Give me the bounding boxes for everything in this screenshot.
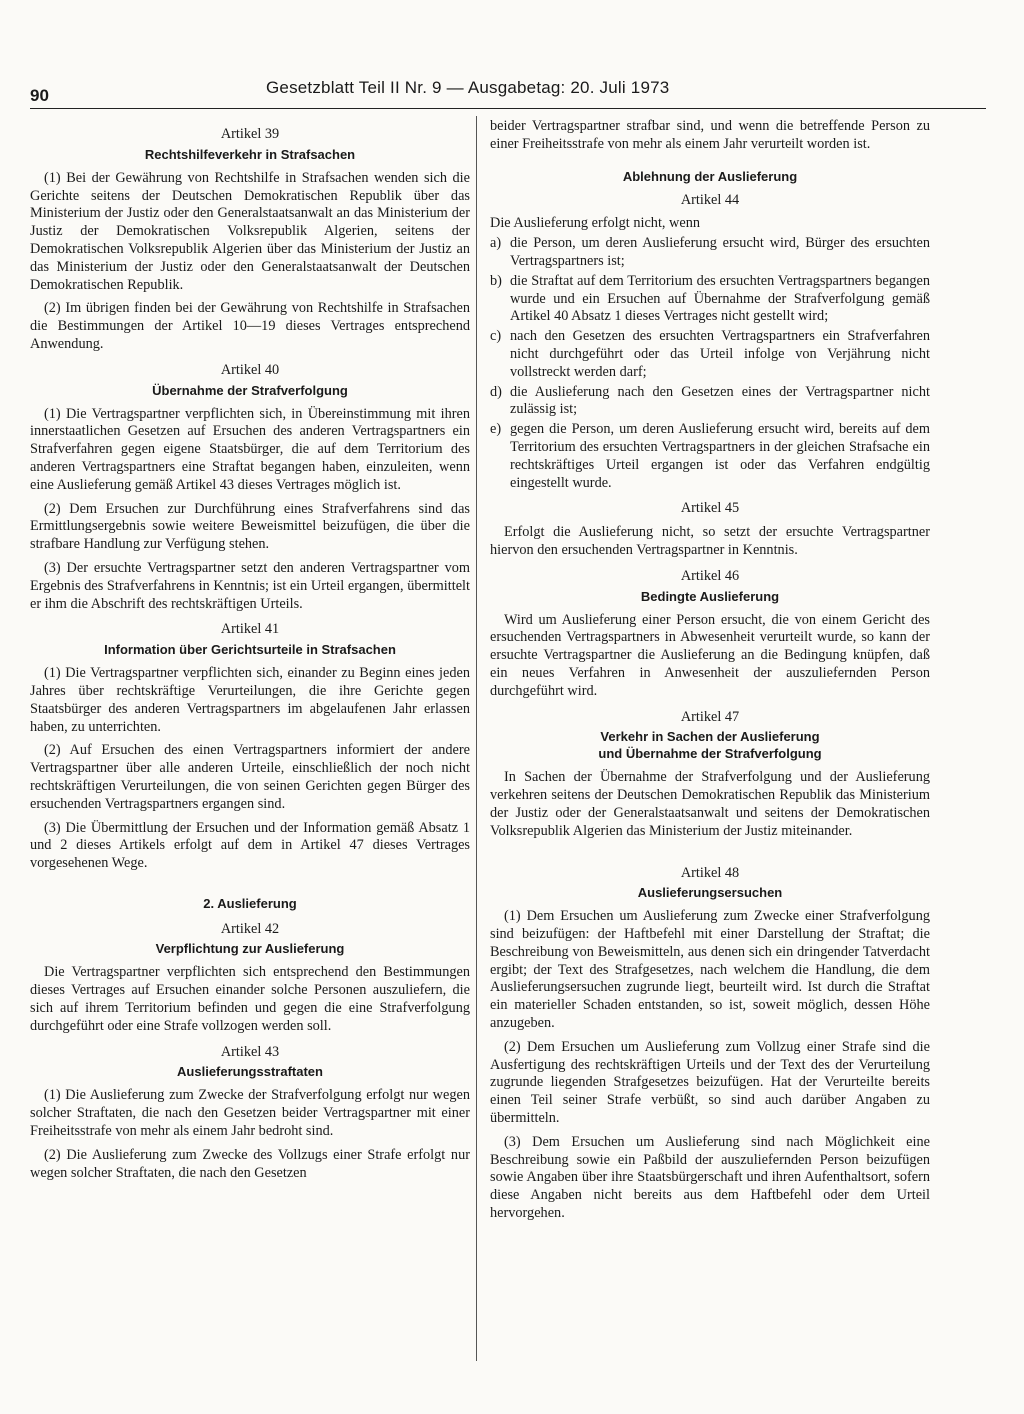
article-48-paragraph-3: (3) Dem Ersuchen um Auslieferung sind nach Möglichkeit eine Beschreibung sowie ein Paßbild der auszuliefernden Person beizufügen sowie Angaben über ihre Staatsbürgerschaft und ihren Aufenthaltsort, sofern diese Angaben nicht bereits aus dem Haftbefehl oder dem Urteil hervorgehen. [490,1133,930,1222]
column-divider [476,116,477,1361]
article-40-paragraph-3: (3) Der ersuchte Vertragspartner setzt den anderen Vertragspartner vom Ergebnis des Strafverfahrens in Kenntnis; ist ein Urteil ergangen, übermittelt er ihm die Abschrift des rechtskräftigen Urteils. [30,559,470,612]
article-45-paragraph-1: Erfolgt die Auslieferung nicht, so setzt der ersuchte Vertragspartner hiervon den ersuchenden Vertragspartner in Kenntnis. [490,524,930,558]
article-39-number: Artikel 39 [220,126,280,142]
list-item-marker: a) [490,235,502,252]
article-44-list [490,235,930,492]
article-40-paragraph-2: (2) Dem Ersuchen zur Durchführung eines Strafverfahrens sind das Ermittlungsergebnis sowie weitere Beweismittel beizufügen, die über die strafbare Handlung zur Verfügung stehen. [30,500,470,553]
article-48-paragraph-2: (2) Dem Ersuchen um Auslieferung zum Vollzug einer Strafe sind die Ausfertigung des rechtskräftigen Urteils und der Text des der Verurteilung zugrunde liegenden Strafgesetzes beizufügen. Hat der Verurteilte bereits einen Teil seiner Strafe verbüßt, so sind auch darüber Angaben zu übermitteln. [490,1038,930,1127]
list-item-marker: d) [490,383,502,400]
list-item [490,421,930,492]
article-43-number: Artikel 43 [220,1043,280,1060]
article-47-title-line-2: und Übernahme der Strafverfolgung [598,746,822,762]
article-41-title: Information über Gerichtsurteile in Strafsachen [104,642,396,658]
article-46-number: Artikel 46 [680,567,740,584]
article-47-paragraph-1: In Sachen der Übernahme der Strafverfolgung und der Auslieferung verkehren seitens der Deutschen Demokratischen Republik das Ministerium der Justiz oder der Generalstaatsanwalt und seitens der Demokratischen Volksrepublik Algerien das Ministerium der Justiz miteinander. [490,769,930,839]
article-40-number: Artikel 40 [220,361,280,378]
article-43-paragraph-2: (2) Die Auslieferung zum Zwecke des Vollzugs einer Strafe erfolgt nur wegen solcher Straftaten, die nach den Gesetzen [30,1146,470,1181]
article-39-title: Rechtshilfeverkehr in Strafsachen [144,146,356,162]
article-41-paragraph-3: (3) Die Übermittlung der Ersuchen und der Information gemäß Absatz 1 und 2 dieses Artikels erfolgt auf dem in Artikel 47 dieses Vertrages vorgesehenen Wege. [30,819,470,872]
spacer [490,847,930,857]
list-item [490,384,930,420]
article-40-paragraph-1: (1) Die Vertragspartner verpflichten sich, in Übereinstimmung mit ihren innerstaatlichen Gesetzen auf Ersuchen des anderen Vertragspartners ein Strafverfahren gegen eigene Staatsbürger, die auf dem Territorium des anderen Vertragspartners eine Straftat begangen haben, einzuleiten, wenn eine Auslieferung gemäß Artikel 43 dieses Vertrages möglich ist. [30,405,470,493]
page-number: 90 [30,86,49,105]
article-47-title-line-1: Verkehr in Sachen der Auslieferung [600,729,820,745]
article-42-paragraph-1: Die Vertragspartner verpflichten sich entsprechend den Bestimmungen dieses Vertrages auf Ersuchen einander solche Personen auszuliefern, die sich auf ihrem Territorium befinden und gegen die eine Strafverfolgung durchgeführt oder eine Strafe vollzogen werden soll. [30,964,470,1034]
article-47-number: Artikel 47 [680,708,740,725]
list-item-text: nach den Gesetzen des ersuchten Vertragspartners ein Strafverfahren nicht durchgeführt oder das Urteil infolge von Verjährung nicht vollstreckt werden darf; [510,328,930,380]
list-item-text: die Straftat auf dem Territorium des ersuchten Vertragspartners begangen wurde und ein Ersuchen auf Übernahme der Strafverfolgung gemäß Artikel 40 Absatz 1 dieses Vertrages nicht gestellt wird; [510,272,930,325]
article-39-paragraph-1: (1) Bei der Gewährung von Rechtshilfe in Strafsachen wenden sich die Gerichte seitens der Deutschen Demokratischen Republik über das Ministerium der Justiz oder den Generalstaatsanwalt an das Ministerium der Justiz der Demokratischen Volksrepublik Algerien, seitens der Demokratischen Volksrepublik Algerien über das Ministerium der Justiz an das Ministerium der Justiz oder den Generalstaatsanwalt der Deutschen Demokratischen Republik. [30,169,470,293]
list-item [490,273,930,326]
article-43-title: Auslieferungsstraftaten [177,1064,323,1080]
page-header [30,76,986,109]
list-item-text: die Person, um deren Auslieferung ersucht wird, Bürger des ersuchten Vertragspartners ist; [510,235,930,269]
article-43-paragraph-1: (1) Die Auslieferung zum Zwecke der Strafverfolgung erfolgt nur wegen solcher Straftaten, die nach den Gesetzen beider Vertragspartner mit einer Freiheitsstrafe von mehr als einem Jahr bedroht sind. [30,1087,470,1140]
continued-paragraph: beider Vertragspartner strafbar sind, und wenn die betreffende Person zu einer Freiheitsstrafe von mehr als einem Jahr verurteilt worden ist. [490,118,930,152]
right-column [490,118,930,1229]
list-item-text: die Auslieferung nach den Gesetzen eines der Vertragspartner nicht zulässig ist; [510,383,930,418]
article-46-title: Bedingte Auslieferung [640,588,780,604]
list-item [490,235,930,271]
article-40-title: Übernahme der Strafverfolgung [152,382,348,398]
article-46-paragraph-1: Wird um Auslieferung einer Person ersucht, die von einem Gericht des ersuchenden Vertragspartners in Abwesenheit verurteilt wurde, so kann der ersuchte Vertragspartner die Auslieferung an die Bedingung knüpfen, daß ein neues Verfahren in Anwesenheit der auszuliefernden Person durchgeführt wird. [490,611,930,699]
list-item-marker: c) [490,328,502,345]
list-item-marker: e) [490,421,502,438]
article-41-paragraph-1: (1) Die Vertragspartner verpflichten sich, einander zu Beginn eines jeden Jahres über rechtskräftige Verurteilungen, die ihre Gerichte gegen Staatsbürger des anderen Vertragspartners im abgelaufenen Jahr erlassen haben, zu unterrichten. [30,665,470,735]
list-item-text: gegen die Person, um deren Auslieferung ersucht wird, bereits auf dem Territorium des ersuchten Vertragspartners in der gleichen Strafsache ein rechtskräftiges Urteil ergangen ist oder das Verfahren endgültig eingestellt wurde. [510,421,930,491]
article-48-title: Auslieferungsersuchen [637,885,783,901]
left-column [30,118,470,1188]
article-44-intro: Die Auslieferung erfolgt nicht, wenn [490,215,701,232]
list-item-marker: b) [490,272,502,289]
running-head: Gesetzblatt Teil II Nr. 9 — Ausgabetag: 20. Juli 1973 [266,78,670,97]
article-42-title: Verpflichtung zur Auslieferung [155,941,345,957]
article-44-heading: Ablehnung der Auslieferung [622,168,798,184]
list-item [490,328,930,381]
article-48-paragraph-1: (1) Dem Ersuchen um Auslieferung zum Zwecke einer Strafverfolgung sind beizufügen: der Haftbefehl mit einer Darstellung der Straftat; die Beschreibung von Beweismitteln, aus denen sich ein dringender Tatverdacht ergibt; der Text des Strafgesetzes, nach welchem die Handlung, die dem Auslieferungsersuchen zugrunde liegt, beurteilt wird. Ist durch die Straftat ein materieller Schaden entstanden, so ist, soweit möglich, dessen Höhe anzugeben. [490,908,930,1032]
article-42-number: Artikel 42 [220,920,280,937]
article-41-number: Artikel 41 [220,621,280,638]
article-45-number: Artikel 45 [680,500,740,517]
article-44-number: Artikel 44 [680,191,740,208]
article-39-paragraph-2: (2) Im übrigen finden bei der Gewährung von Rechtshilfe in Strafsachen die Bestimmungen der Artikel 10—19 dieses Vertrages entsprechend Anwendung. [30,300,470,352]
article-48-number: Artikel 48 [680,864,740,881]
section-heading: 2. Auslieferung [203,895,297,911]
article-41-paragraph-2: (2) Auf Ersuchen des einen Vertragspartners informiert der andere Vertragspartner über alle anderen Urteile, einschließlich der noch nicht rechtskräftigen Verurteilungen, die von seinen Gerichten gegen Bürger des ersuchenden Vertragspartners ergangen sind. [30,742,470,812]
